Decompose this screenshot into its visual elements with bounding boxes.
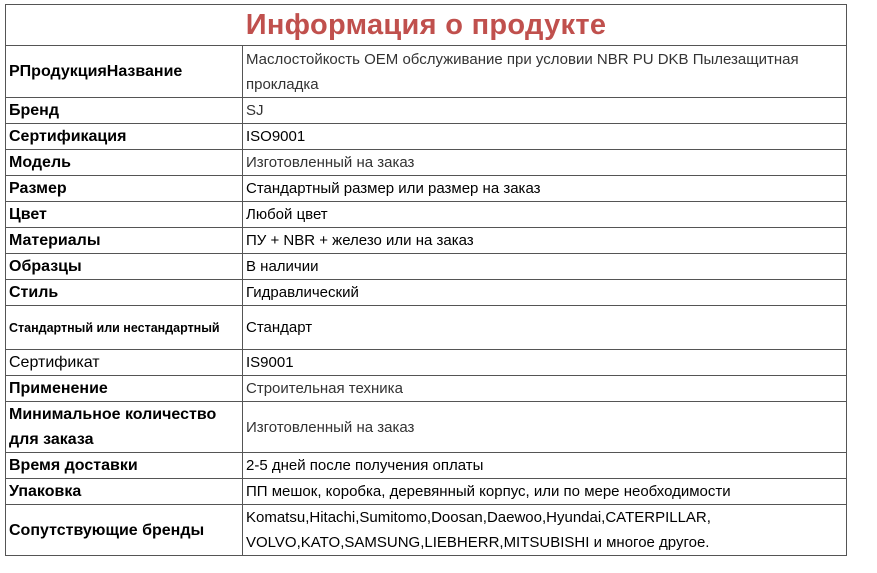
row-label: Образцы [6,254,243,280]
table-row-certification [6,124,847,150]
row-label: Упаковка [6,479,243,505]
product-info-sheet [5,4,847,556]
table-row-certificate [6,350,847,376]
page-title: Информация о продукте [245,8,607,41]
row-label: Время доставки [6,453,243,479]
row-value: SJ [243,98,847,124]
row-label: Материалы [6,228,243,254]
table-row-application [6,376,847,402]
row-label: Стандартный или нестандартный [6,306,243,350]
row-label: Бренд [6,98,243,124]
row-label: Применение [6,376,243,402]
table-row-color [6,202,847,228]
row-value: Изготовленный на заказ [243,402,847,453]
table-row-min-order [6,402,847,453]
row-label: Сопутствующие бренды [6,505,243,556]
row-value: В наличии [243,254,847,280]
row-value: IS9001 [243,350,847,376]
table-row-style [6,280,847,306]
row-label: Стиль [6,280,243,306]
row-label: Модель [6,150,243,176]
row-value: Строительная техника [243,376,847,402]
row-label: Размер [6,176,243,202]
row-value: Гидравлический [243,280,847,306]
table-row-size [6,176,847,202]
table-row-materials [6,228,847,254]
row-value: 2-5 дней после получения оплаты [243,453,847,479]
row-value: ISO9001 [243,124,847,150]
table-row-product-name [6,46,847,98]
table-row-brand [6,98,847,124]
row-label: Минимальное количество для заказа [6,402,243,453]
title-bar [5,4,847,45]
row-value: ПП мешок, коробка, деревянный корпус, или по мере необходимости [243,479,847,505]
product-spec-table [5,45,847,556]
row-label: Сертификация [6,124,243,150]
table-row-related-brands [6,505,847,556]
row-value: Стандартный размер или размер на заказ [243,176,847,202]
table-row-standard [6,306,847,350]
row-value: Изготовленный на заказ [243,150,847,176]
row-value: Komatsu,Hitachi,Sumitomo,Doosan,Daewoo,Hyundai,CATERPILLAR, VOLVO,KATO,SAMSUNG,LIEBHERR,MITSUBISHI и многое другое. [243,505,847,556]
row-value: ПУ + NBR + железо или на заказ [243,228,847,254]
table-row-samples [6,254,847,280]
row-value: Маслостойкость OEM обслуживание при условии NBR PU DKB Пылезащитная прокладка [243,46,847,98]
row-label: Цвет [6,202,243,228]
row-label: РПродукцияНазвание [6,46,243,98]
table-row-model [6,150,847,176]
table-row-packaging [6,479,847,505]
table-row-delivery [6,453,847,479]
row-value: Любой цвет [243,202,847,228]
row-value: Стандарт [243,306,847,350]
row-label: Сертификат [6,350,243,376]
